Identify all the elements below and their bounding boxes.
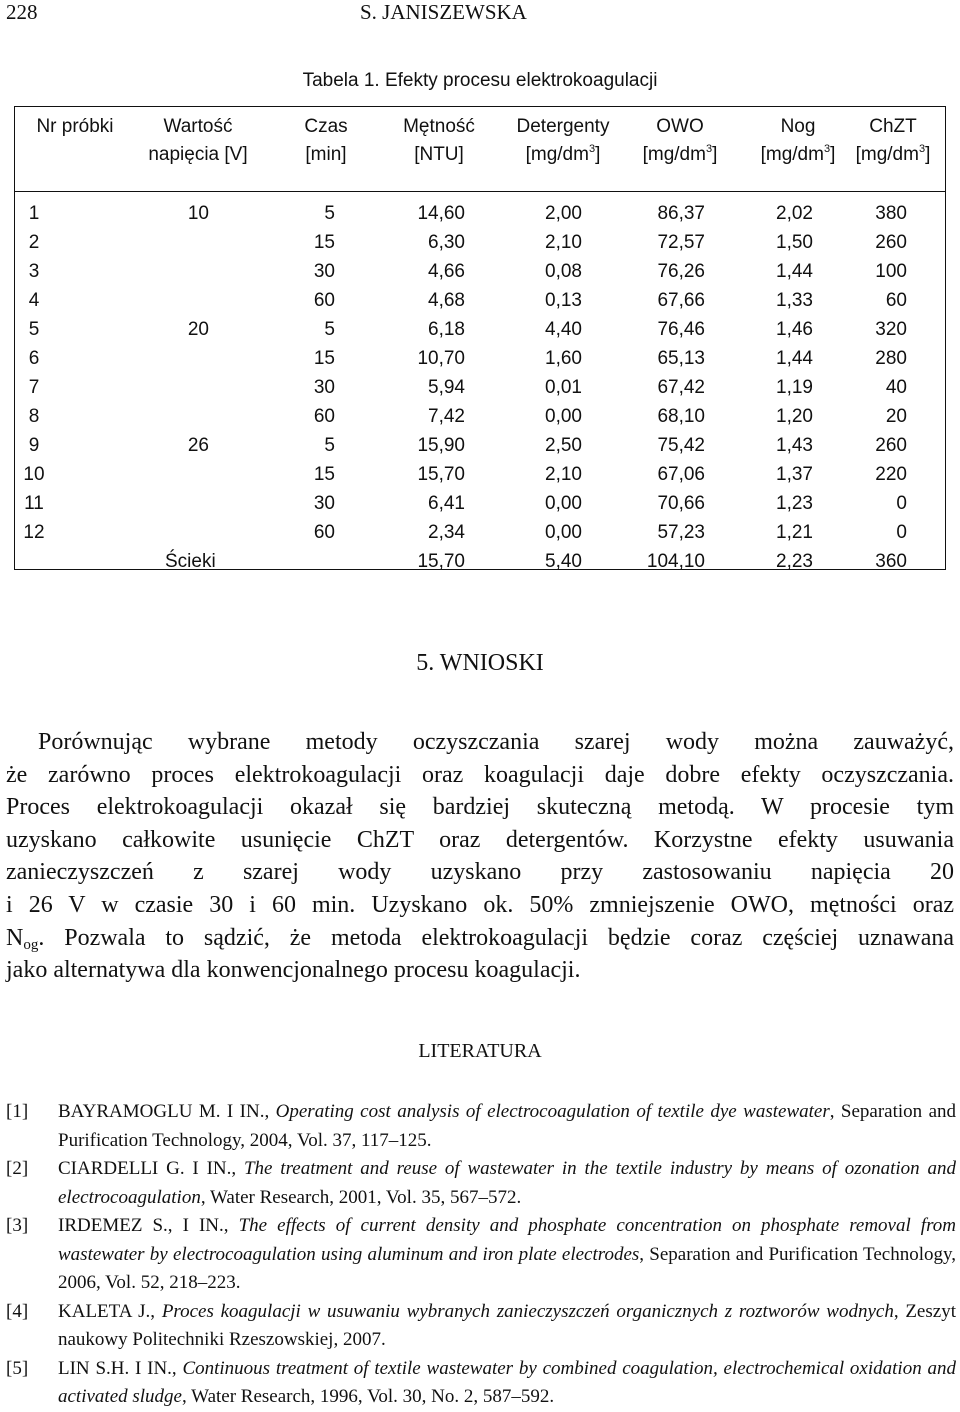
- reference-source: , Separation and Purification Technology, 2004, Vol. 37, 117–125.: [58, 1101, 956, 1151]
- conclusions-paragraph: [6, 726, 954, 987]
- table-cell: 60: [313, 522, 335, 543]
- table-cell: 1,44: [776, 348, 813, 369]
- table-cell: 67,42: [657, 377, 705, 398]
- table-cell: 360: [875, 551, 907, 572]
- table-cell: 5: [28, 319, 40, 340]
- table-cell: 1,20: [776, 406, 813, 427]
- reference-authors: KALETA J.,: [58, 1300, 162, 1322]
- table-cell: 40: [885, 377, 907, 398]
- table-cell: 15: [313, 232, 335, 253]
- reference-number: [2]: [6, 1158, 29, 1179]
- table-row: [15, 199, 945, 228]
- column-header-unit: $[mg/dm^3]$: [855, 143, 931, 165]
- table-cell: 1,43: [776, 435, 813, 456]
- table-cell: 2,10: [545, 232, 582, 253]
- text-line: Porównując wybrane metody oczyszczania szarej wody można zauważyć,: [38, 729, 954, 755]
- table-cell: 67,66: [657, 290, 705, 311]
- table-cell: 1,19: [776, 377, 813, 398]
- table-cell: 1,33: [776, 290, 813, 311]
- table-row: [15, 402, 945, 431]
- table-row: [15, 228, 945, 257]
- table-cell: 1,46: [776, 319, 813, 340]
- table-cell: 2,23: [776, 551, 813, 572]
- superscript: 3: [918, 143, 926, 155]
- reference-item: [6, 1212, 956, 1298]
- table-caption: Tabela 1. Efekty procesu elektrokoagulacji: [302, 70, 658, 91]
- table-cell: 3: [28, 261, 40, 282]
- table-cell: 76,46: [657, 319, 705, 340]
- table-cell: 7: [28, 377, 40, 398]
- table-cell: 8: [28, 406, 40, 427]
- column-header-line: Nog: [780, 116, 816, 137]
- table-cell: 1,21: [776, 522, 813, 543]
- table-cell: 2,10: [545, 464, 582, 485]
- table-cell: 7,42: [428, 406, 465, 427]
- reference-number: [4]: [6, 1300, 29, 1322]
- literature-title: LITERATURA: [418, 1040, 542, 1062]
- reference-item: [6, 1155, 956, 1212]
- header-divider: [15, 191, 945, 192]
- superscript: 3: [823, 143, 831, 155]
- reference-title: Continuous treatment of textile wastewater by combined coagulation, electrochemical oxidation and activated sludge: [58, 1357, 956, 1407]
- section-title: 5. WNIOSKI: [416, 650, 544, 676]
- table-cell: 10: [23, 464, 45, 485]
- column-header-line: Czas: [304, 116, 348, 137]
- column-header: [813, 113, 960, 169]
- table-cell: 20: [885, 406, 907, 427]
- summary-label: Ścieki: [165, 551, 216, 572]
- reference-authors: CIARDELLI G. I IN.,: [58, 1158, 244, 1179]
- superscript: 3: [588, 143, 596, 155]
- table-row: [15, 315, 945, 344]
- text-line: zanieczyszczeń z szarej wody uzyskano przy zastosowaniu napięcia 20: [6, 859, 954, 886]
- reference-authors: LIN S.H. I IN.,: [58, 1357, 183, 1379]
- table-cell: 5: [324, 319, 335, 340]
- table-cell: 0,00: [545, 493, 582, 514]
- reference-authors: IRDEMEZ S., I IN.,: [58, 1215, 239, 1236]
- table-cell: 6,18: [428, 319, 465, 340]
- table-cell: 68,10: [657, 406, 705, 427]
- table-cell: 86,37: [657, 203, 705, 224]
- table-cell: 60: [313, 406, 335, 427]
- table-cell: 5: [324, 435, 335, 456]
- table-cell: 220: [875, 464, 907, 485]
- table-cell: 75,42: [657, 435, 705, 456]
- table-cell: 1,23: [776, 493, 813, 514]
- column-header-line: Detergenty: [516, 116, 610, 137]
- reference-title: The effects of current density and phosphate concentration on phosphate removal from wastewater by electrocoagulation using aluminum and iron plate electrodes: [58, 1215, 956, 1265]
- column-header-line: Wartość: [163, 116, 233, 137]
- column-header-unit: $[mg/dm^3]$: [760, 143, 836, 165]
- table-cell: 5,94: [428, 377, 465, 398]
- table-cell: 15,70: [417, 464, 465, 485]
- reference-source: , Separation and Purification Technology, 2006, Vol. 52, 218–223.: [58, 1243, 956, 1293]
- table-cell: 5,40: [545, 551, 582, 572]
- reference-number: [5]: [6, 1357, 29, 1379]
- table-cell: 4,68: [428, 290, 465, 311]
- table-cell: 2,34: [428, 522, 465, 543]
- table-cell: 57,23: [657, 522, 705, 543]
- table-cell: 15: [313, 348, 335, 369]
- table-cell: 60: [313, 290, 335, 311]
- table-cell: 76,26: [657, 261, 705, 282]
- table-cell: 6,41: [428, 493, 465, 514]
- reference-item: [6, 1355, 956, 1412]
- column-header-unit: napięcia [V]: [148, 144, 248, 165]
- table-cell: 60: [885, 290, 907, 311]
- table-cell: 6,30: [428, 232, 465, 253]
- table-cell: 70,66: [657, 493, 705, 514]
- text-line: jako alternatywa dla konwencjonalnego procesu koagulacji.: [6, 957, 581, 984]
- reference-text: [58, 1155, 956, 1212]
- text-fragment: N: [6, 924, 24, 951]
- table-cell: 15,90: [417, 435, 465, 456]
- table-cell: 4: [28, 290, 40, 311]
- column-header-line: OWO: [656, 116, 704, 137]
- table-cell: 15: [313, 464, 335, 485]
- table-cell: 100: [875, 261, 907, 282]
- text-fragment: . Pozwala to sądzić, że metoda elektrokoagulacji będzie coraz częściej uznawana: [38, 924, 954, 951]
- table-cell: 0: [896, 522, 907, 543]
- column-header-line: Mętność: [403, 116, 475, 137]
- text-line: że zarówno proces elektrokoagulacji oraz koagulacji daje dobre efekty oczyszczania.: [6, 761, 954, 788]
- column-header-line: Nr próbki: [36, 116, 114, 137]
- table-cell: 12: [23, 522, 45, 543]
- column-header-unit: [NTU]: [414, 144, 464, 165]
- table-cell: 0,00: [545, 522, 582, 543]
- table-cell: 15,70: [417, 551, 465, 572]
- table-cell: 1,50: [776, 232, 813, 253]
- reference-number: [3]: [6, 1215, 29, 1236]
- column-header-line: ChZT: [869, 116, 917, 137]
- table-cell: 30: [313, 493, 335, 514]
- table-cell: 9: [28, 435, 40, 456]
- table-cell: 1: [28, 203, 40, 224]
- table-cell: 2: [28, 232, 40, 253]
- table-cell: 0: [896, 493, 907, 514]
- reference-list: [6, 1098, 956, 1412]
- reference-item: [6, 1298, 956, 1355]
- table-cell: 10,70: [417, 348, 465, 369]
- page-number: 228: [6, 0, 38, 24]
- table-cell: 4,66: [428, 261, 465, 282]
- table-row: [15, 257, 945, 286]
- reference-text: [58, 1355, 956, 1412]
- table-cell: 20: [187, 319, 209, 340]
- reference-number: [1]: [6, 1101, 29, 1122]
- text-line: Proces elektrokoagulacji okazał się bardziej skuteczną metodą. W procesie tym: [6, 794, 954, 821]
- table-cell: 260: [875, 435, 907, 456]
- table-row: [15, 286, 945, 315]
- table-cell: 2,50: [545, 435, 582, 456]
- table-cell: 1,60: [545, 348, 582, 369]
- table-cell: 30: [313, 377, 335, 398]
- table-row: [15, 373, 945, 402]
- table-cell: 11: [24, 493, 44, 514]
- column-header-unit: $[mg/dm^3]$: [642, 143, 718, 165]
- reference-source: , Zeszyt naukowy Politechniki Rzeszowskiej, 2007.: [58, 1300, 956, 1350]
- text-line: i 26 V w czasie 30 i 60 min. Uzyskano ok. 50% zmniejszenie OWO, mętności oraz: [6, 891, 954, 918]
- reference-text: [58, 1298, 956, 1355]
- reference-title: Proces koagulacji w usuwaniu wybranych zanieczyszczeń organicznych z roztworów wodnych: [161, 1300, 894, 1322]
- table-row: [15, 489, 945, 518]
- table-cell: 0,01: [545, 377, 582, 398]
- superscript: 3: [705, 143, 713, 155]
- table-cell: 1,37: [776, 464, 813, 485]
- table-row: [15, 431, 945, 460]
- table-cell: 14,60: [417, 203, 465, 224]
- table-cell: 2,02: [776, 203, 813, 224]
- table-cell: 72,57: [657, 232, 705, 253]
- column-header-unit: $[mg/dm^3]$: [525, 143, 601, 165]
- running-head: S. JANISZEWSKA: [360, 0, 527, 24]
- table-row-summary: [15, 547, 945, 576]
- reference-title: Operating cost analysis of electrocoagulation of textile dye wastewater: [275, 1101, 830, 1122]
- table-cell: 5: [324, 203, 335, 224]
- table-row: [15, 344, 945, 373]
- table-cell: 65,13: [657, 348, 705, 369]
- table-cell: 104,10: [646, 551, 705, 572]
- table-cell: 26: [187, 435, 209, 456]
- reference-text: [58, 1212, 956, 1298]
- table-cell: 0,13: [545, 290, 582, 311]
- table-row: [15, 518, 945, 547]
- table-cell: 30: [313, 261, 335, 282]
- reference-title: The treatment and reuse of wastewater in the textile industry by means of ozonation and electrocoagulation: [58, 1158, 957, 1208]
- table-cell: 0,08: [545, 261, 582, 282]
- table-cell: 2,00: [545, 203, 582, 224]
- table-cell: 320: [875, 319, 907, 340]
- reference-item: [6, 1098, 956, 1155]
- table-cell: 280: [875, 348, 907, 369]
- table-cell: 380: [875, 203, 907, 224]
- reference-source: , Water Research, 2001, Vol. 35, 567–572.: [200, 1186, 522, 1208]
- column-header-unit: [min]: [305, 144, 347, 165]
- reference-text: [58, 1098, 956, 1155]
- text-line: uzyskano całkowite usunięcie ChZT oraz detergentów. Korzystne efekty usuwania: [6, 826, 954, 853]
- text-line: [6, 922, 954, 955]
- table-cell: 4,40: [545, 319, 582, 340]
- table-cell: 260: [875, 232, 907, 253]
- table-cell: 0,00: [545, 406, 582, 427]
- reference-authors: BAYRAMOGLU M. I IN.,: [58, 1101, 276, 1122]
- table-cell: 6: [28, 348, 40, 369]
- table-row: [15, 460, 945, 489]
- table-cell: 10: [187, 203, 209, 224]
- table-cell: 1,44: [776, 261, 813, 282]
- table-cell: 67,06: [657, 464, 705, 485]
- reference-source: , Water Research, 1996, Vol. 30, No. 2, 587–592.: [182, 1386, 555, 1407]
- subscript: og: [23, 936, 39, 953]
- results-table: [14, 106, 946, 570]
